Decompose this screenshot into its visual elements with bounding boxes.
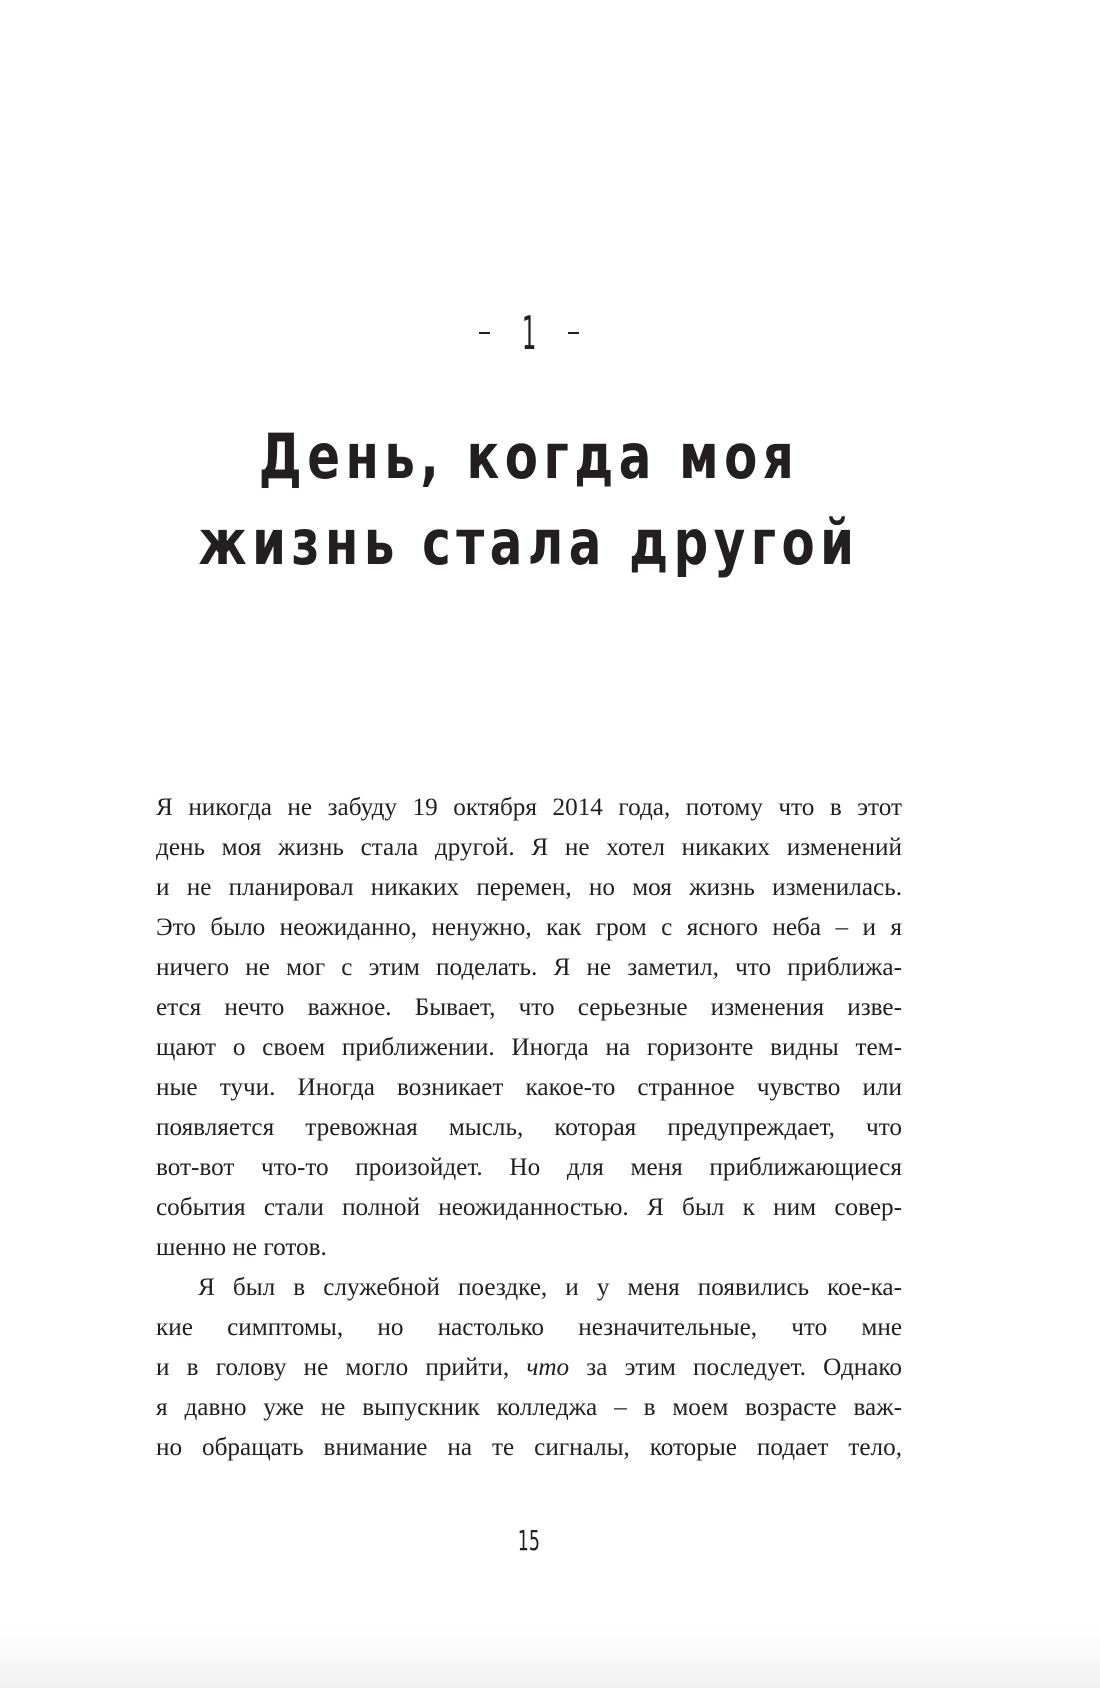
chapter-title: [0, 414, 1058, 586]
italic-emphasis: что: [526, 1354, 570, 1381]
chapter-number-value: 1: [521, 306, 537, 360]
text-line: Я был в служебной поездке, и у меня появились кое-ка-: [198, 1274, 902, 1301]
chapter-number: [0, 308, 1058, 358]
body-text: [156, 788, 902, 1468]
text-line: ные тучи. Иногда возникает какое-то странное чувство или: [156, 1074, 902, 1101]
text-line: вот-вот что-то произойдет. Но для меня приближающиеся: [156, 1154, 902, 1181]
text-line: шенно не готов.: [156, 1234, 327, 1261]
text-line: Я никогда не забуду 19 октября 2014 года, потому что в этот: [156, 794, 902, 821]
page-number-value: 15: [517, 1524, 541, 1557]
chapter-title-line-2: жизнь стала другой: [198, 506, 860, 579]
right-dash: [568, 332, 579, 334]
text-line: я давно уже не выпускник колледжа – в моем возрасте важ-: [156, 1394, 902, 1421]
text-line: события стали полной неожиданностью. Я был к ним совер-: [156, 1194, 902, 1221]
paragraph-1: [156, 788, 902, 1268]
page-edge-shadow: [0, 1628, 1100, 1688]
text-line: Это было неожиданно, ненужно, как гром с ясного неба – и я: [156, 914, 902, 941]
text-segment: за этим последует. Однако: [569, 1354, 902, 1381]
text-line: ется нечто важное. Бывает, что серьезные изменения изве-: [156, 994, 902, 1021]
text-line: появляется тревожная мысль, которая предупреждает, что: [156, 1114, 902, 1141]
text-line: день моя жизнь стала другой. Я не хотел никаких изменений: [156, 834, 902, 861]
left-dash: [479, 332, 490, 334]
text-line: кие симптомы, но настолько незначительные, что мне: [156, 1314, 902, 1341]
text-line: но обращать внимание на те сигналы, которые подает тело,: [156, 1434, 902, 1461]
page-number: [0, 1523, 1058, 1559]
text-segment: и в голову не могло прийти,: [156, 1354, 527, 1381]
chapter-title-line-1: День, когда моя: [258, 420, 800, 493]
paragraph-2: [156, 1268, 902, 1468]
text-line: ничего не мог с этим поделать. Я не заметил, что приближа-: [156, 954, 902, 981]
text-line: [156, 1348, 902, 1388]
text-line: и не планировал никаких перемен, но моя жизнь изменилась.: [156, 874, 902, 901]
text-line: щают о своем приближении. Иногда на горизонте видны тем-: [156, 1034, 902, 1061]
